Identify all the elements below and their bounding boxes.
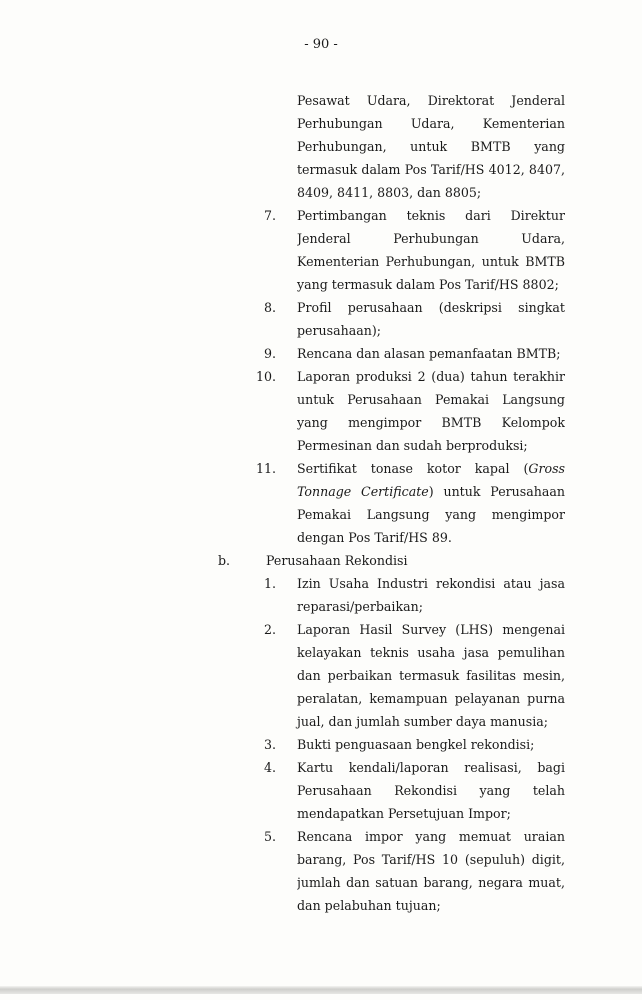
- text-line: yang mengimpor BMTB Kelompok: [297, 415, 565, 430]
- text-line: perusahaan);: [297, 323, 382, 338]
- text-line: Laporan produksi 2 (dua) tahun terakhir: [297, 369, 565, 384]
- text-line: kelayakan teknis usaha jasa pemulihan: [297, 645, 565, 660]
- list-item: [0, 365, 642, 457]
- text-line: mendapatkan Persetujuan Impor;: [297, 806, 511, 821]
- item-number: 9.: [263, 346, 276, 361]
- text-line: yang termasuk dalam Pos Tarif/HS 8802;: [297, 277, 559, 292]
- text-line: Laporan Hasil Survey (LHS) mengenai: [297, 622, 565, 637]
- text-line: Kartu kendali/laporan realisasi, bagi: [297, 760, 565, 775]
- list-item: [0, 618, 642, 733]
- list-item: [0, 89, 642, 204]
- text-line: Perhubungan Udara, Kementerian: [297, 116, 565, 131]
- text-line: Perusahaan Rekondisi: [266, 553, 408, 568]
- list-item: [0, 733, 642, 756]
- page-number: - 90 -: [304, 37, 338, 52]
- text-line: Perusahaan Rekondisi yang telah: [297, 783, 565, 798]
- text-line: Profil perusahaan (deskripsi singkat: [297, 300, 565, 315]
- text-line: Pesawat Udara, Direktorat Jenderal: [297, 93, 565, 108]
- text-line: barang, Pos Tarif/HS 10 (sepuluh) digit,: [297, 852, 565, 867]
- item-number: 11.: [255, 461, 276, 476]
- text-line: Kementerian Perhubungan, untuk BMTB: [297, 254, 565, 269]
- text-line: Sertifikat tonase kotor kapal (Gross: [297, 461, 565, 476]
- section-heading: [0, 549, 642, 572]
- text-line: Permesinan dan sudah berproduksi;: [297, 438, 528, 453]
- text-line: 8409, 8411, 8803, dan 8805;: [297, 185, 482, 200]
- text-line: reparasi/perbaikan;: [297, 599, 423, 614]
- text-line: termasuk dalam Pos Tarif/HS 4012, 8407,: [297, 162, 565, 177]
- list-item: [0, 572, 642, 618]
- text-line: peralatan, kemampuan pelayanan purna: [297, 691, 565, 706]
- list-item: [0, 825, 642, 917]
- list-item: [0, 457, 642, 549]
- text-line: Pertimbangan teknis dari Direktur: [297, 208, 565, 223]
- text-line: Izin Usaha Industri rekondisi atau jasa: [297, 576, 565, 591]
- text-line: dan pelabuhan tujuan;: [297, 898, 441, 913]
- text-line: jumlah dan satuan barang, negara muat,: [297, 875, 565, 890]
- text-line: dan perbaikan termasuk fasilitas mesin,: [297, 668, 565, 683]
- list-item: [0, 204, 642, 296]
- scan-edge-line: [0, 986, 642, 994]
- text-line: Pemakai Langsung yang mengimpor: [297, 507, 565, 522]
- text-line: Bukti penguasaan bengkel rekondisi;: [297, 737, 535, 752]
- item-number: 4.: [263, 760, 276, 775]
- text-line: Rencana impor yang memuat uraian: [297, 829, 565, 844]
- item-number: 10.: [255, 369, 276, 384]
- list-item: [0, 756, 642, 825]
- text-line: Perhubungan, untuk BMTB yang: [297, 139, 565, 154]
- item-number: 7.: [263, 208, 276, 223]
- item-number: b.: [218, 553, 231, 568]
- list-item: [0, 296, 642, 342]
- list-item: [0, 342, 642, 365]
- document-body: [0, 89, 642, 917]
- item-number: 5.: [263, 829, 276, 844]
- text-line: dengan Pos Tarif/HS 89.: [297, 530, 452, 545]
- item-number: 8.: [263, 300, 276, 315]
- item-number: 1.: [263, 576, 276, 591]
- item-number: 3.: [263, 737, 276, 752]
- text-line: Rencana dan alasan pemanfaatan BMTB;: [297, 346, 561, 361]
- text-line: jual, dan jumlah sumber daya manusia;: [297, 714, 549, 729]
- text-line: untuk Perusahaan Pemakai Langsung: [297, 392, 565, 407]
- text-line: Tonnage Certificate) untuk Perusahaan: [297, 484, 565, 499]
- item-number: 2.: [263, 622, 276, 637]
- text-line: Jenderal Perhubungan Udara,: [297, 231, 565, 246]
